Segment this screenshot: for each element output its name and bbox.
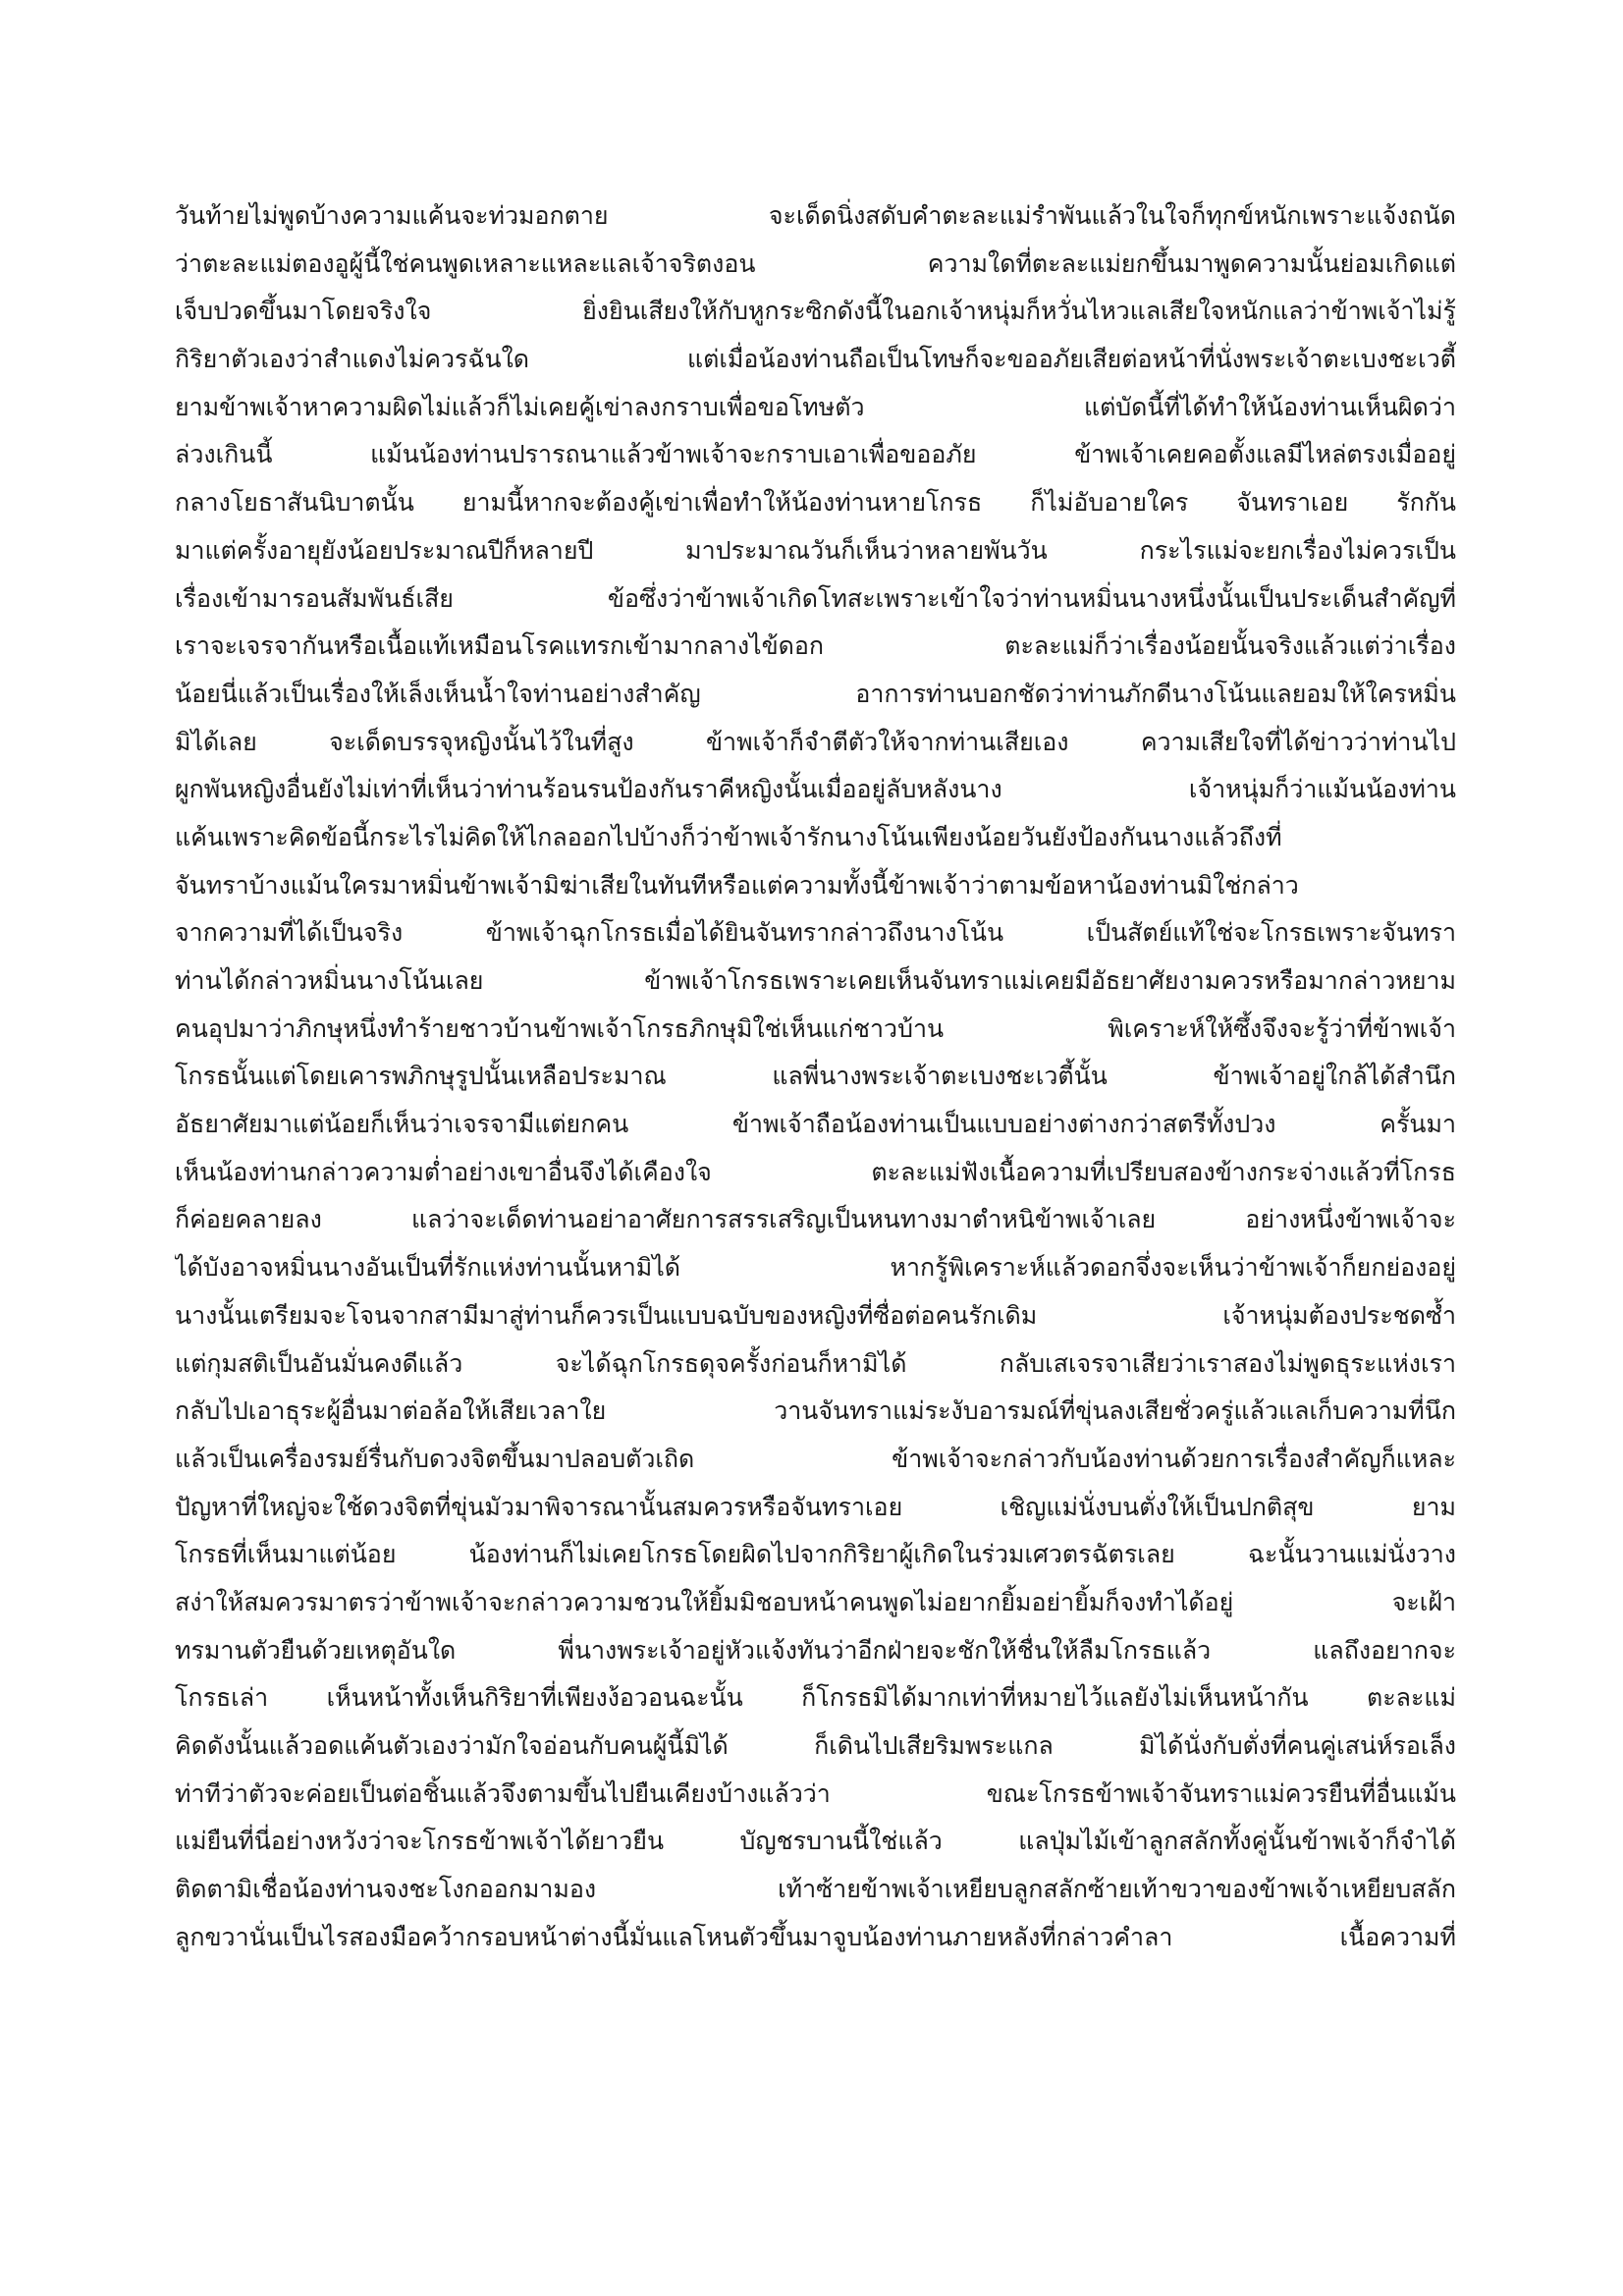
- text-line: เรื่องเข้ามารอนสัมพันธ์เสีย ข้อซึ่งว่าข้าพเจ้าเกิดโทสะเพราะเข้าใจว่าท่านหมิ่นนางหนึ่งนั้นเป็นประเด็นสำคัญที่: [175, 583, 1456, 613]
- text-line: กลางโยธาสันนิบาตนั้น ยามนี้หากจะต้องคู้เข่าเพื่อทำให้น้องท่านหายโกรธ ก็ไม่อับอายใคร จันทราเอย รักกัน: [175, 488, 1456, 518]
- text-line: แต่กุมสติเป็นอันมั่นคงดีแล้ว จะได้ฉุกโกรธดุจครั้งก่อนก็หามิได้ กลับเสเจรจาเสียว่าเราสองไม่พูดธุระแห่งเรา: [175, 1348, 1456, 1378]
- text-line: ติดตามิเชื่อน้องท่านจงชะโงกออกมามอง เท้าซ้ายข้าพเจ้าเหยียบลูกสลักซ้ายเท้าขวาของข้าพเจ้าเหยียบสลัก: [175, 1875, 1456, 1904]
- text-line: โกรธเล่า เห็นหน้าทั้งเห็นกิริยาที่เพียงง้อวอนฉะนั้น ก็โกรธมิได้มากเท่าที่หมายไว้แลยังไม่เห็นหน้ากัน ตะละแม่: [175, 1683, 1456, 1713]
- text-line: โกรธนั้นแต่โดยเคารพภิกษุรูปนั้นเหลือประมาณ แลพี่นางพระเจ้าตะเบงชะเวตี้นั้น ข้าพเจ้าอยู่ใกล้ได้สำนึก: [175, 1062, 1456, 1091]
- text-line: น้อยนี่แล้วเป็นเรื่องให้เล็งเห็นน้ำใจท่านอย่างสำคัญ อาการท่านบอกชัดว่าท่านภักดีนางโน้นแลยอมให้ใครหมิ่น: [175, 679, 1456, 708]
- text-line: เจ็บปวดขึ้นมาโดยจริงใจ ยิ่งยินเสียงให้กับหูกระซิกดังนี้ในอกเจ้าหนุ่มก็หวั่นไหวแลเสียใจหนักแลว่าข้าพเจ้าไม่รู้: [175, 297, 1456, 326]
- text-line: อัธยาศัยมาแต่น้อยก็เห็นว่าเจรจามีแต่ยกคน ข้าพเจ้าถือน้องท่านเป็นแบบอย่างต่างกว่าสตรีทั้งปวง ครั้นมา: [175, 1110, 1456, 1139]
- text-line: ปัญหาที่ใหญ่จะใช้ดวงจิตที่ขุ่นมัวมาพิจารณานั้นสมควรหรือจันทราเอย เชิญแม่นั่งบนตั่งให้เป็นปกติสุข ยาม: [175, 1492, 1456, 1521]
- text-line: กลับไปเอาธุระผู้อื่นมาต่อล้อให้เสียเวลาใย วานจันทราแม่ระงับอารมณ์ที่ขุ่นลงเสียชั่วครู่แล้วแลเก็บความที่นึก: [175, 1396, 1456, 1426]
- text-line: กิริยาตัวเองว่าสำแดงไม่ควรฉันใด แต่เมื่อน้องท่านถือเป็นโทษก็จะขออภัยเสียต่อหน้าที่นั่งพระเจ้าตะเบงชะเวตี้: [175, 345, 1456, 374]
- text-line: คิดดังนั้นแล้วอดแค้นตัวเองว่ามักใจอ่อนกับคนผู้นี้มิได้ ก็เดินไปเสียริมพระแกล มิได้นั่งกับตั่งที่คนคู่เสน่ห์รอเล็ง: [175, 1731, 1456, 1760]
- text-line: โกรธที่เห็นมาแต่น้อย น้องท่านก็ไม่เคยโกรธโดยผิดไปจากกิริยาผู้เกิดในร่วมเศวตรฉัตรเลย ฉะนั้นวานแม่นั่งวาง: [175, 1540, 1456, 1569]
- text-line: ผูกพันหญิงอื่นยังไม่เท่าที่เห็นว่าท่านร้อนรนป้องกันราคีหญิงนั้นเมื่ออยู่ลับหลังนาง เจ้าหนุ่มก็ว่าแม้นน้องท่าน: [175, 775, 1456, 804]
- text-line: ยามข้าพเจ้าหาความผิดไม่แล้วก็ไม่เคยคู้เข่าลงกราบเพื่อขอโทษตัว แต่บัดนี้ที่ได้ทำให้น้องท่านเห็นผิดว่า: [175, 392, 1456, 421]
- text-line: จันทราบ้างแม้นใครมาหมิ่นข้าพเจ้ามิฆ่าเสียในทันทีหรือแต่ความทั้งนี้ข้าพเจ้าว่าตามข้อหาน้องท่านมิใช่กล่าว: [175, 870, 1299, 900]
- text-line: คนอุปมาว่าภิกษุหนึ่งทำร้ายชาวบ้านข้าพเจ้าโกรธภิกษุมิใช่เห็นแก่ชาวบ้าน พิเคราะห์ให้ซึ้งจึงจะรู้ว่าที่ข้าพเจ้า: [175, 1013, 1456, 1043]
- text-line: ก็ค่อยคลายลง แลว่าจะเด็ดท่านอย่าอาศัยการสรรเสริญเป็นหนทางมาตำหนิข้าพเจ้าเลย อย่างหนึ่งข้าพเจ้าจะ: [175, 1205, 1456, 1234]
- text-line: สง่าให้สมควรมาตรว่าข้าพเจ้าจะกล่าวความชวนให้ยิ้มมิชอบหน้าคนพูดไม่อยากยิ้มอย่ายิ้มก็จงทำได้อยู่ จะเฝ้า: [175, 1587, 1456, 1616]
- text-line: ทรมานตัวยืนด้วยเหตุอันใด พี่นางพระเจ้าอยู่หัวแจ้งทันว่าอีกฝ่ายจะชักให้ชื่นให้ลืมโกรธแล้ว แลถึงอยากจะ: [175, 1635, 1456, 1665]
- text-line: ว่าตะละแม่ตองอูผู้นี้ใช่คนพูดเหลาะแหละแลเจ้าจริตงอน ความใดที่ตะละแม่ยกขึ้นมาพูดความนั้นย่อมเกิดแต่: [175, 248, 1456, 278]
- text-line: ได้บังอาจหมิ่นนางอันเป็นที่รักแห่งท่านนั้นหามิได้ หากรู้พิเคราะห์แล้วดอกจึ่งจะเห็นว่าข้าพเจ้าก็ยกย่องอยู่: [175, 1253, 1456, 1283]
- text-line: เราจะเจรจากันหรือเนื้อแท้เหมือนโรคแทรกเข้ามากลางไข้ดอก ตะละแม่ก็ว่าเรื่องน้อยนั้นจริงแล้วแต่ว่าเรื่อง: [175, 631, 1456, 661]
- text-line: มาแต่ครั้งอายุยังน้อยประมาณปีก็หลายปี มาประมาณวันก็เห็นว่าหลายพันวัน กระไรแม่จะยกเรื่องไม่ควรเป็น: [175, 535, 1456, 565]
- text-line: ท่าทีว่าตัวจะค่อยเป็นต่อชิ้นแล้วจึงตามขึ้นไปยืนเคียงบ้างแล้วว่า ขณะโกรธข้าพเจ้าจันทราแม่ควรยืนที่อื่นแม้น: [175, 1778, 1456, 1808]
- text-line: เห็นน้องท่านกล่าวความต่ำอย่างเขาอื่นจึงได้เคืองใจ ตะละแม่ฟังเนื้อความที่เปรียบสองข้างกระจ่างแล้วที่โกรธ: [175, 1157, 1456, 1186]
- text-line: ท่านได้กล่าวหมิ่นนางโน้นเลย ข้าพเจ้าโกรธเพราะเคยเห็นจันทราแม่เคยมีอัธยาศัยงามควรหรือมากล่าวหยาม: [175, 966, 1456, 995]
- text-line: แค้นเพราะคิดข้อนี้กระไรไม่คิดให้ไกลออกไปบ้างก็ว่าข้าพเจ้ารักนางโน้นเพียงน้อยวันยังป้องกันนางแล้วถึงที่: [175, 822, 1282, 851]
- text-line: ลูกขวานั่นเป็นไรสองมือคว้ากรอบหน้าต่างนี้มั่นแลโหนตัวขึ้นมาจูบน้องท่านภายหลังที่กล่าวคำลา เนื้อความที่: [175, 1922, 1456, 1951]
- text-line: นางนั้นเตรียมจะโจนจากสามีมาสู่ท่านก็ควรเป็นแบบฉบับของหญิงที่ซื่อต่อคนรักเดิม เจ้าหนุ่มต้องประชดซ้ำ: [175, 1300, 1456, 1330]
- text-line: จากความที่ได้เป็นจริง ข้าพเจ้าฉุกโกรธเมื่อได้ยินจันทรากล่าวถึงนางโน้น เป็นสัตย์แท้ใช่จะโกรธเพราะจันทรา: [175, 918, 1456, 948]
- text-line: แล้วเป็นเครื่องรมย์รื่นกับดวงจิตขึ้นมาปลอบตัวเถิด ข้าพเจ้าจะกล่าวกับน้องท่านด้วยการเรื่องสำคัญก็แหละ: [175, 1444, 1456, 1473]
- body-text: [175, 192, 1456, 1961]
- text-line: วันท้ายไม่พูดบ้างความแค้นจะท่วมอกตาย จะเด็ดนิ่งสดับคำตะละแม่รำพันแล้วในใจก็ทุกข์หนักเพราะแจ้งถนัด: [175, 201, 1456, 230]
- text-line: มิได้เลย จะเด็ดบรรจุหญิงนั้นไว้ในที่สูง ข้าพเจ้าก็จำตีตัวให้จากท่านเสียเอง ความเสียใจที่ได้ข่าวว่าท่านไป: [175, 727, 1456, 756]
- text-line: แม่ยืนที่นี่อย่างหวังว่าจะโกรธข้าพเจ้าได้ยาวยืน บัญชรบานนี้ใช่แล้ว แลปุ่มไม้เข้าลูกสลักทั้งคู่นั้นข้าพเจ้าก็จำได้: [175, 1827, 1456, 1856]
- text-line: ล่วงเกินนี้ แม้นน้องท่านปรารถนาแล้วข้าพเจ้าจะกราบเอาเพื่อขออภัย ข้าพเจ้าเคยคอตั้งแลมีไหล่ตรงเมื่ออยู่: [175, 440, 1456, 469]
